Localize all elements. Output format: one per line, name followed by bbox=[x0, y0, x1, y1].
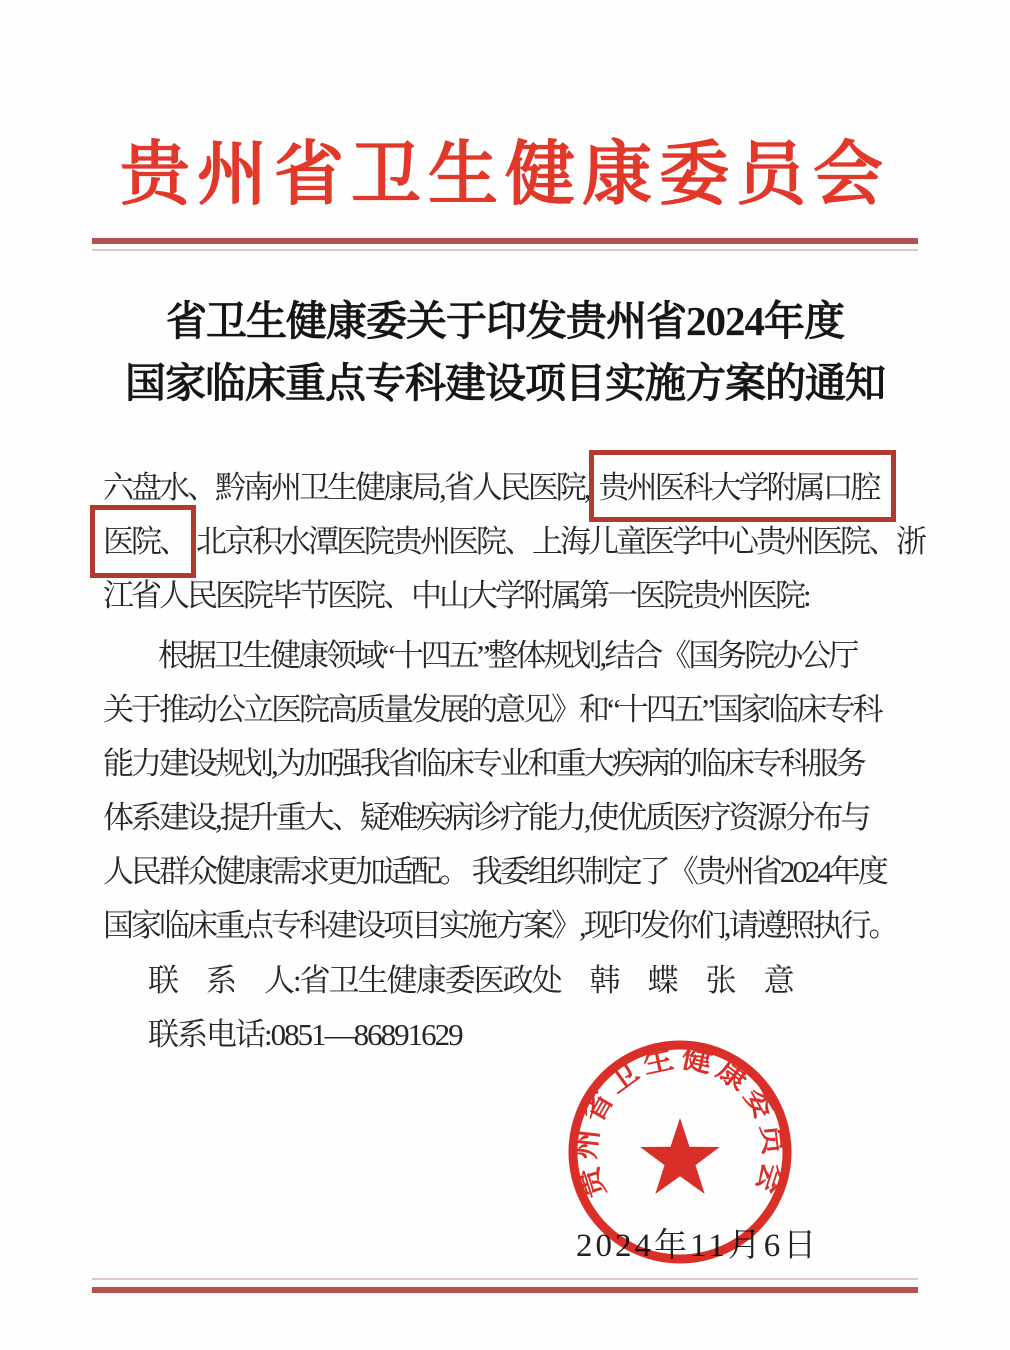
contact-phone-line: 联系电话:0851—86891629 bbox=[148, 1017, 462, 1052]
highlight-box-oral-hospital-part2: 医院、 bbox=[90, 505, 196, 578]
body-line-addressees-1 bbox=[103, 466, 896, 510]
seal-star-icon bbox=[640, 1118, 720, 1194]
body-line-main-2: 关于推动公立医院高质量发展的意见》和“十四五”国家临床专科 bbox=[103, 692, 881, 727]
addressee-text: 北京积水潭医院贵州医院、上海儿童医学中心贵州医院、浙 bbox=[196, 524, 924, 559]
official-seal bbox=[562, 1034, 798, 1270]
body-line-main-4: 体系建设,提升重大、疑难疾病诊疗能力,使优质医疗资源分布与 bbox=[103, 800, 869, 835]
footer-rule-thin bbox=[92, 1278, 918, 1280]
letterhead-org-title: 贵州省卫生健康委员会 bbox=[120, 137, 890, 214]
body-line-main-1: 根据卫生健康领域“十四五”整体规划,结合《国务院办公厅 bbox=[158, 638, 857, 673]
contact-person-line: 联 系 人:省卫生健康委医政处 韩 蝶 张 意 bbox=[148, 963, 793, 998]
document-title-line1: 省卫生健康委关于印发贵州省2024年度 bbox=[166, 298, 844, 344]
letterhead-rule-thin bbox=[92, 249, 918, 251]
document-date: 2024年11月6日 bbox=[576, 1228, 820, 1264]
body-line-main-3: 能力建设规划,为加强我省临床专业和重大疾病的临床专科服务 bbox=[103, 746, 864, 781]
body-line-main-6: 国家临床重点专科建设项目实施方案》,现印发你们,请遵照执行。 bbox=[103, 908, 897, 943]
document-title-line2: 国家临床重点专科建设项目实施方案的通知 bbox=[125, 360, 885, 406]
body-line-addressees-3: 江省人民医院毕节医院、中山大学附属第一医院贵州医院: bbox=[103, 578, 809, 613]
body-line-main-5: 人民群众健康需求更加适配。 我委组织制定了《贵州省2024年度 bbox=[103, 854, 886, 889]
footer-rule-thick bbox=[92, 1287, 918, 1293]
seal-text: 贵州省卫生健康委员会 bbox=[568, 1040, 792, 1202]
letterhead-rule-thick bbox=[92, 238, 918, 244]
body-line-addressees-2 bbox=[103, 520, 924, 564]
highlight-box-oral-hospital-part1: 贵州医科大学附属口腔 bbox=[589, 450, 896, 522]
addressee-text: 六盘水、黔南州卫生健康局,省人民医院, bbox=[103, 470, 589, 505]
